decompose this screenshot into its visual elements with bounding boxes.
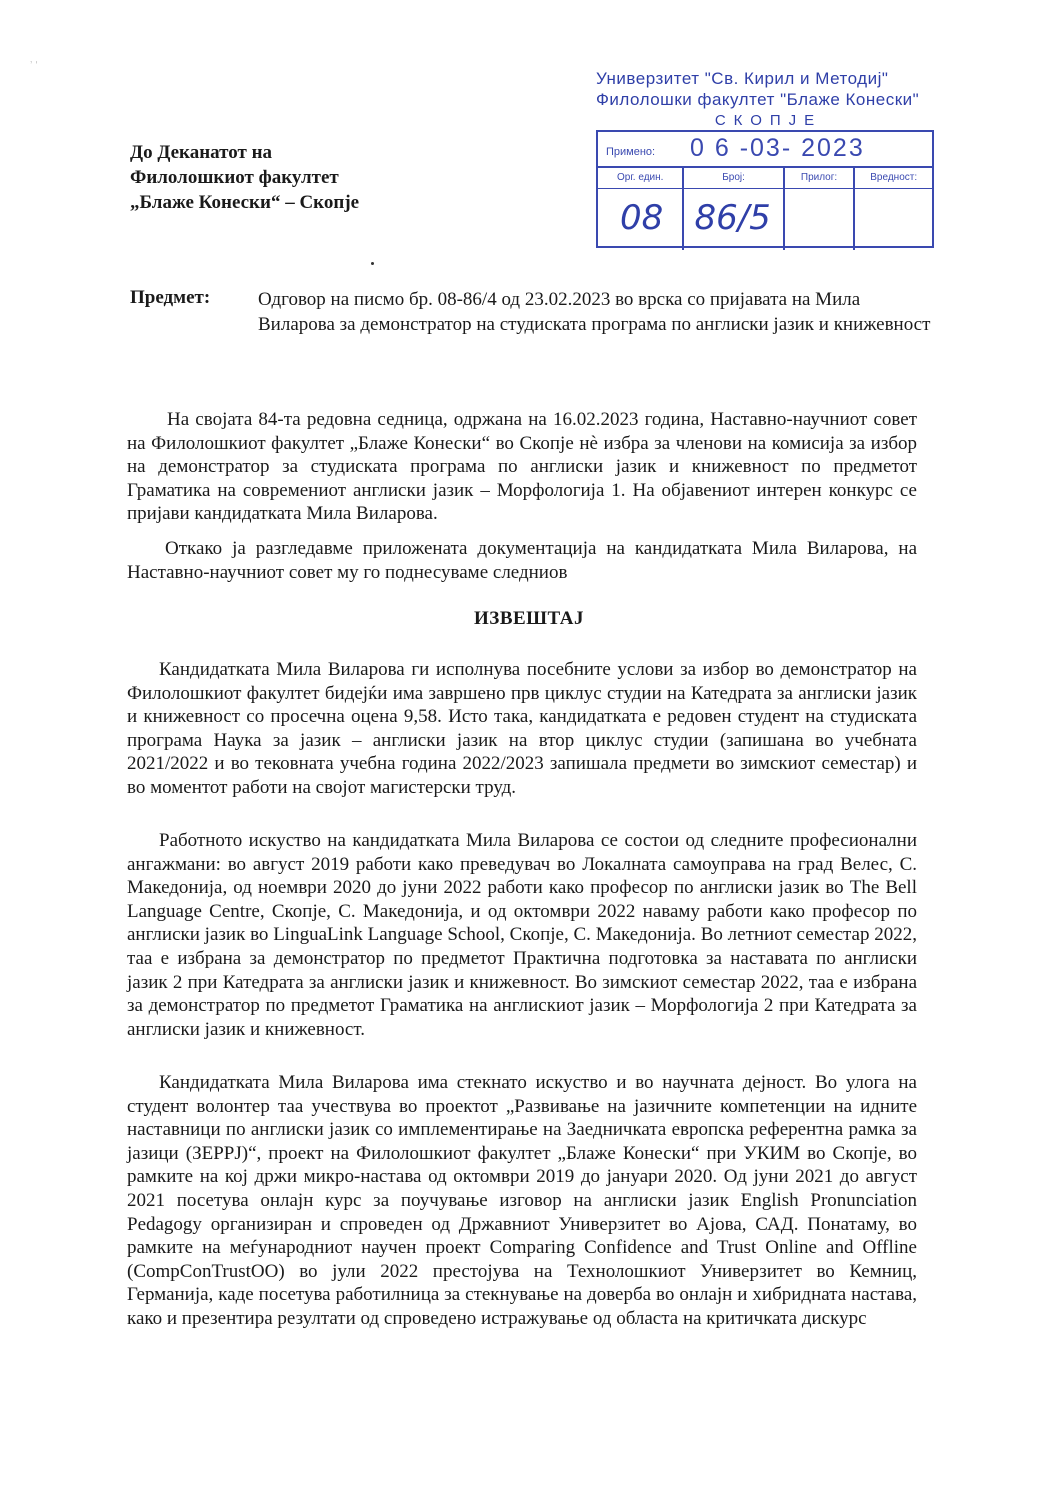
stamp-number-header: Број: [684, 168, 782, 189]
addressee-line-2: Филолошкиот факултет [130, 167, 339, 188]
stamp-attachment-cell [785, 168, 856, 250]
stamp-value-header: Вредност: [855, 168, 932, 189]
stamp-received-row [598, 132, 932, 168]
stamp-city: СКОПЈЕ [714, 112, 823, 129]
stamp-received-date: 0 6 -03- 2023 [690, 134, 865, 162]
stamp-org-header: Орг. един. [598, 168, 682, 189]
stamp-value-cell [855, 168, 932, 250]
registry-stamp-box [596, 130, 934, 248]
stamp-org-value: 08 [620, 198, 664, 238]
intro-paragraph-1: На својата 84-та редовна седница, одржана на 16.02.2023 година, Наставно-научниот совет на Филолошкиот факултет „Блаже Конески“ во Скопје нè избра за членови на комисија за избор на демонстратор за студиската програма по англиски јазик и книжевност по предметот Граматика на современиот англиски јазик – Морфологија 1. На објавениот интерен конкурс се пријави кандидатката Мила Виларова. [127, 409, 917, 525]
stamp-faculty: Филолошки факултет "Блаже Конески" [596, 90, 920, 109]
report-paragraph-1: Кандидатката Мила Виларова ги исполнува посебните услови за избор во демонстратор на Филолошкиот факултет бидејќи има завршено прв циклус студии на Катедрата за англиски јазик и книжевност со просечна оцена 9,58. Исто така, кандидатката е редовен студент на студиската програма Наука за јазик – англиски јазик на втор циклус студии (запишана во учебната 2021/2022 и во тековната учебна година 2022/2023 запишала предмети во зимскиот семестар) и во моментот работи на својот магистерски труд. [127, 659, 917, 798]
addressee-line-3: „Блаже Конески“ – Скопје [130, 192, 360, 213]
report-title: ИЗВЕШТАЈ [474, 608, 584, 629]
addressee-line-1: До Деканатот на [130, 142, 273, 163]
stamp-number-cell [684, 168, 784, 250]
stamp-org-cell [598, 168, 684, 250]
registry-stamp-header [596, 68, 941, 131]
intro-paragraph-2: Откако ја разгледавме приложената документација на кандидатката Мила Виларова, на Наставно-научниот совет му го поднесуваме следниов [127, 538, 917, 583]
addressee-block [130, 140, 359, 215]
scan-artifact: ʼ ʹ [30, 60, 38, 72]
report-paragraph-2: Работното искуство на кандидатката Мила Виларова се состои од следните професионални ангажмани: во август 2019 работи како преведувач во Локалната самоуправа на град Велес, С. Македонија, од ноември 2020 до јуни 2022 работи како професор по англиски јазик во The Bell Language Centre, Скопје, С. Македонија, и од октомври 2022 наваму работи како професор по англиски јазик во LinguaLink Language School, Скопје, С. Македонија. Во летниот семестар 2022, таа е избрана за демонстратор по предметот Практична подготовка за наставата по англиски јазик 2 при Катедрата за англиски јазик и книжевност. Во зимскиот семестар 2022, таа е избрана за демонстратор по предметот Граматика на англискиот јазик – Морфологија 2 при Катедрата за англиски јазик и книжевност. [127, 830, 917, 1040]
stamp-university: Универзитет "Св. Кирил и Методиј" [596, 69, 889, 88]
stamp-fields-row [598, 168, 932, 250]
stamp-attachment-header: Прилог: [785, 168, 854, 189]
report-paragraph-3: Кандидатката Мила Виларова има стекнато искуство и во научната дејност. Во улога на студент волонтер таа учествува во проектот „Развивање на јазичните компетенции на идните наставници по англиски јазик со имплементирање на Заедничката европска референтна рамка за јазици (ЗЕРРЈ)“, проект на Филолошкиот факултет „Блаже Конески“ при УКИМ во Скопје, во рамките на кој држи микро-настава од октомври 2019 до јануари 2020. Од јуни 2021 до август 2021 посетува онлајн курс за поучување изговор на англиски јазик English Pronunciation Pedagogy организиран и спроведен од Државниот Универзитет во Ајова, САД. Понатаму, во рамките на меѓународниот научен проект Comparing Confidence and Trust Online and Offline (CompConTrustOO) во јули 2022 престојува на Технолошкиот Универзитет во Кемниц, Германија, каде посетува работилница за стекнување на доверба во онлајн и хибридната настава, како и презентира резултати од спроведено истражување од областа на критичката дискурс [127, 1072, 917, 1329]
stamp-received-label: Примено: [606, 146, 656, 158]
stamp-number-value: 86/5 [694, 198, 771, 238]
scan-dot [371, 262, 374, 265]
subject-text: Одговор на писмо бр. 08-86/4 од 23.02.2023 во врска со пријавата на Мила Виларова за демонстратор на студиската програма по англиски јазик и книжевност [258, 289, 931, 335]
subject-label: Предмет: [130, 287, 211, 308]
